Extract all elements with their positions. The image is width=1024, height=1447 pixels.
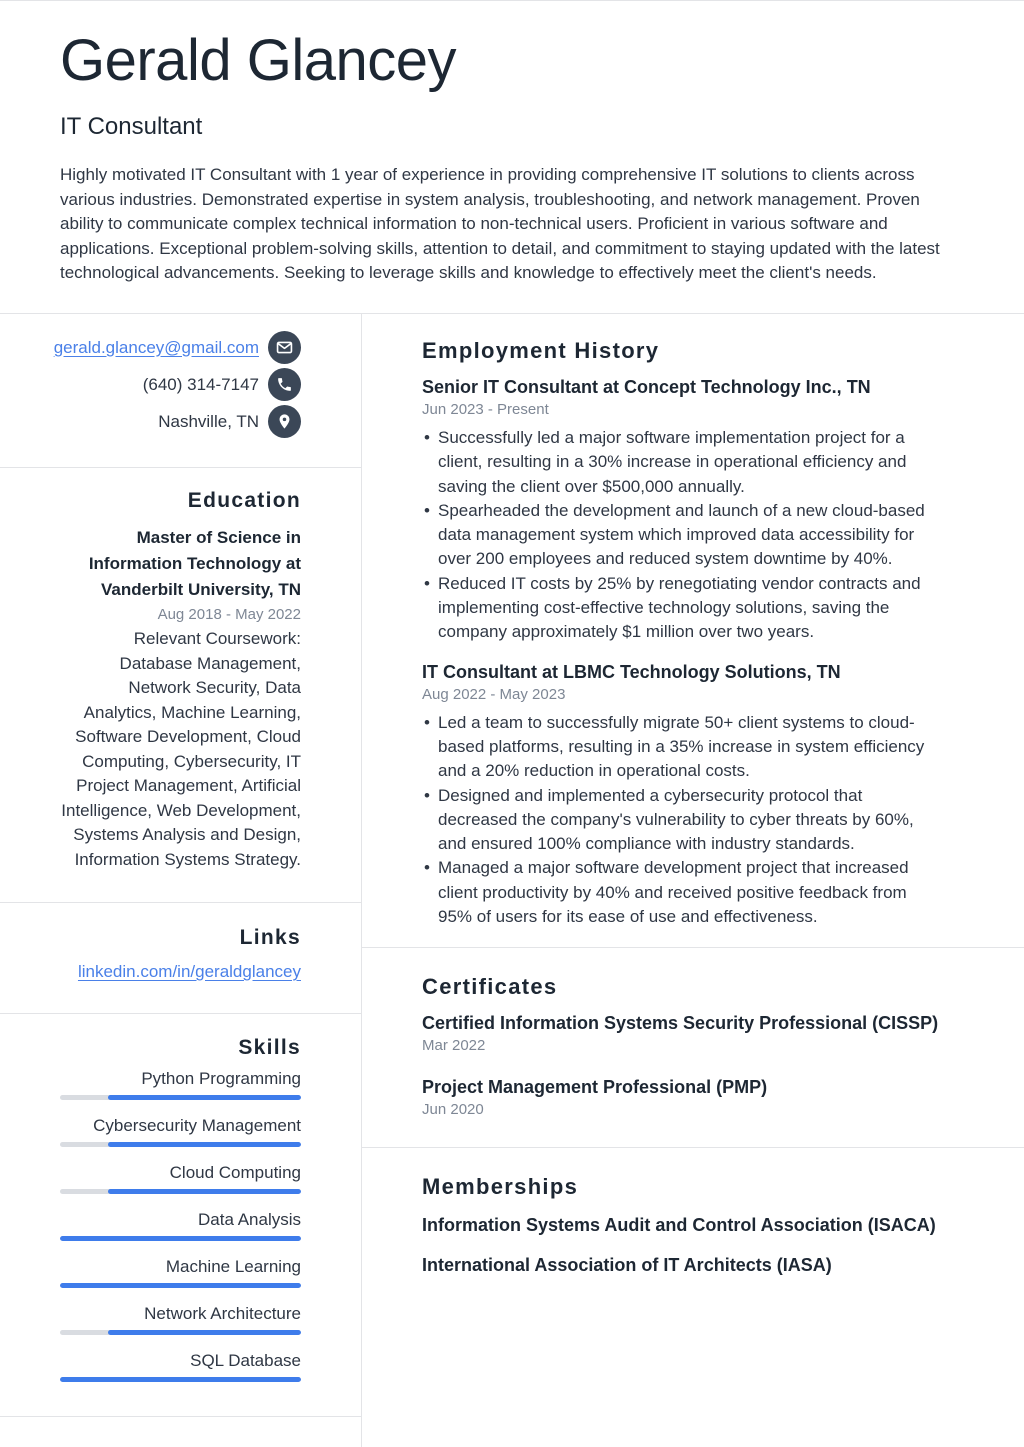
links-heading: Links bbox=[239, 926, 301, 949]
certificate-date: Jun 2020 bbox=[422, 1101, 484, 1118]
job-bullet: • Managed a major software development project that increased client productivity by 40% and received positive feedback from 95% of users for its ease of use and effectiveness. bbox=[422, 856, 934, 929]
memberships-heading: Memberships bbox=[422, 1174, 579, 1199]
membership-entry: Information Systems Audit and Control Association (ISACA) bbox=[422, 1215, 936, 1235]
skill-name: Cybersecurity Management bbox=[93, 1116, 301, 1135]
education-dates: Aug 2018 - May 2022 bbox=[157, 606, 301, 623]
resume-header bbox=[0, 1, 1024, 314]
memberships-section bbox=[362, 1148, 1024, 1277]
job-title: IT Consultant at LBMC Technology Solutions, TN bbox=[422, 661, 841, 682]
certificates-heading: Certificates bbox=[422, 974, 558, 999]
job-bullet: • Designed and implemented a cybersecurity protocol that decreased the company's vulnerability to cyber threats by 60%, and ensured 100% compliance with industry standards. bbox=[422, 784, 934, 857]
education-section bbox=[0, 468, 361, 903]
skill-name: Machine Learning bbox=[165, 1257, 301, 1276]
employment-heading: Employment History bbox=[422, 338, 660, 363]
skill-name: SQL Database bbox=[190, 1351, 301, 1370]
skill-item bbox=[60, 1115, 301, 1147]
contact-section bbox=[0, 314, 361, 468]
email-icon bbox=[268, 331, 301, 364]
phone-number: (640) 314-7147 bbox=[142, 374, 259, 394]
profile-summary: Highly motivated IT Consultant with 1 year of experience in providing comprehensive IT solutions to clients across various industries. Demonstrated expertise in system analysis, troubleshooting, and network management. Proven ability to communicate complex technical information to non-technical users. Proficient in various software and applications. Exceptional problem-solving skills, attention to detail, and commitment to staying updated with the latest technological advancements. Seeking to leverage skills and knowledge to effectively meet the client's needs. bbox=[60, 165, 940, 282]
sidebar-spacer bbox=[0, 1416, 361, 1447]
job-bullet: • Led a team to successfully migrate 50+ client systems to cloud-based platforms, resulting in a 35% increase in system efficiency and a 20% reduction in operational costs. bbox=[422, 711, 934, 784]
skill-item bbox=[60, 1303, 301, 1335]
main-column bbox=[362, 314, 1024, 1447]
skill-item bbox=[60, 1350, 301, 1382]
education-coursework: Relevant Coursework: Database Management, Network Security, Data Analytics, Machine Learning, Software Development, Cloud Computing, Cybersecurity, IT Project Management, Artificial Intelligence, Web Development, Systems Analysis and Design, Information Systems Strategy. bbox=[61, 629, 301, 869]
certificates-section bbox=[362, 948, 1024, 1148]
links-section bbox=[0, 903, 361, 1014]
contact-row-location bbox=[60, 405, 301, 438]
skill-item bbox=[60, 1068, 301, 1100]
linkedin-link[interactable]: linkedin.com/in/geraldglancey bbox=[77, 962, 301, 981]
email-link[interactable]: gerald.glancey@gmail.com bbox=[53, 337, 259, 357]
skill-level-bar bbox=[60, 1330, 301, 1335]
contact-row-phone bbox=[60, 368, 301, 401]
job-dates: Aug 2022 - May 2023 bbox=[422, 685, 566, 703]
location-pin-icon bbox=[268, 405, 301, 438]
education-heading: Education bbox=[187, 489, 301, 512]
content-columns bbox=[0, 314, 1024, 1447]
skill-level-bar bbox=[60, 1283, 301, 1288]
skill-name: Python Programming bbox=[141, 1069, 301, 1088]
skill-name: Data Analysis bbox=[198, 1210, 301, 1229]
candidate-name: Gerald Glancey bbox=[60, 28, 456, 93]
skill-level-bar bbox=[60, 1142, 301, 1147]
education-degree: Master of Science in Information Technology at Vanderbilt University, TN bbox=[88, 528, 301, 599]
location-text: Nashville, TN bbox=[158, 411, 259, 431]
job-dates: Jun 2023 - Present bbox=[422, 401, 549, 418]
skill-item bbox=[60, 1162, 301, 1194]
certificate-date: Mar 2022 bbox=[422, 1037, 486, 1054]
skill-name: Network Architecture bbox=[144, 1304, 301, 1323]
job-bullet: • Successfully led a major software implementation project for a client, resulting in a 30% increase in operational efficiency and saving the client over $500,000 annually. bbox=[422, 426, 934, 499]
certificate-title: Certified Information Systems Security Professional (CISSP) bbox=[422, 1013, 939, 1033]
skills-section bbox=[0, 1014, 361, 1416]
employment-section bbox=[362, 314, 1024, 948]
job-title: Senior IT Consultant at Concept Technology Inc., TN bbox=[422, 377, 871, 397]
skill-name: Cloud Computing bbox=[169, 1163, 301, 1182]
contact-row-email bbox=[53, 331, 301, 364]
candidate-job-title: IT Consultant bbox=[60, 113, 203, 140]
membership-entry: International Association of IT Architects (IASA) bbox=[422, 1255, 832, 1275]
job-bullet: • Reduced IT costs by 25% by renegotiating vendor contracts and implementing cost-effective technology solutions, saving the company approximately $1 million over two years. bbox=[422, 572, 934, 645]
certificate-entry bbox=[422, 1012, 964, 1056]
skill-item bbox=[60, 1256, 301, 1288]
certificate-title: Project Management Professional (PMP) bbox=[422, 1077, 768, 1097]
job-entry bbox=[422, 376, 964, 645]
job-bullets bbox=[422, 711, 964, 930]
skill-level-bar bbox=[60, 1377, 301, 1382]
job-bullets bbox=[422, 426, 964, 645]
skill-level-bar bbox=[60, 1236, 301, 1241]
job-entry bbox=[422, 661, 964, 930]
sidebar bbox=[0, 314, 362, 1447]
skill-level-bar bbox=[60, 1189, 301, 1194]
skill-level-bar bbox=[60, 1095, 301, 1100]
skills-heading: Skills bbox=[238, 1036, 301, 1059]
skill-item bbox=[60, 1209, 301, 1241]
job-bullet: • Spearheaded the development and launch of a new cloud-based data management system which improved data accessibility for over 200 employees and reduced system downtime by 40%. bbox=[422, 499, 934, 572]
certificate-entry bbox=[422, 1076, 964, 1120]
phone-icon bbox=[268, 368, 301, 401]
